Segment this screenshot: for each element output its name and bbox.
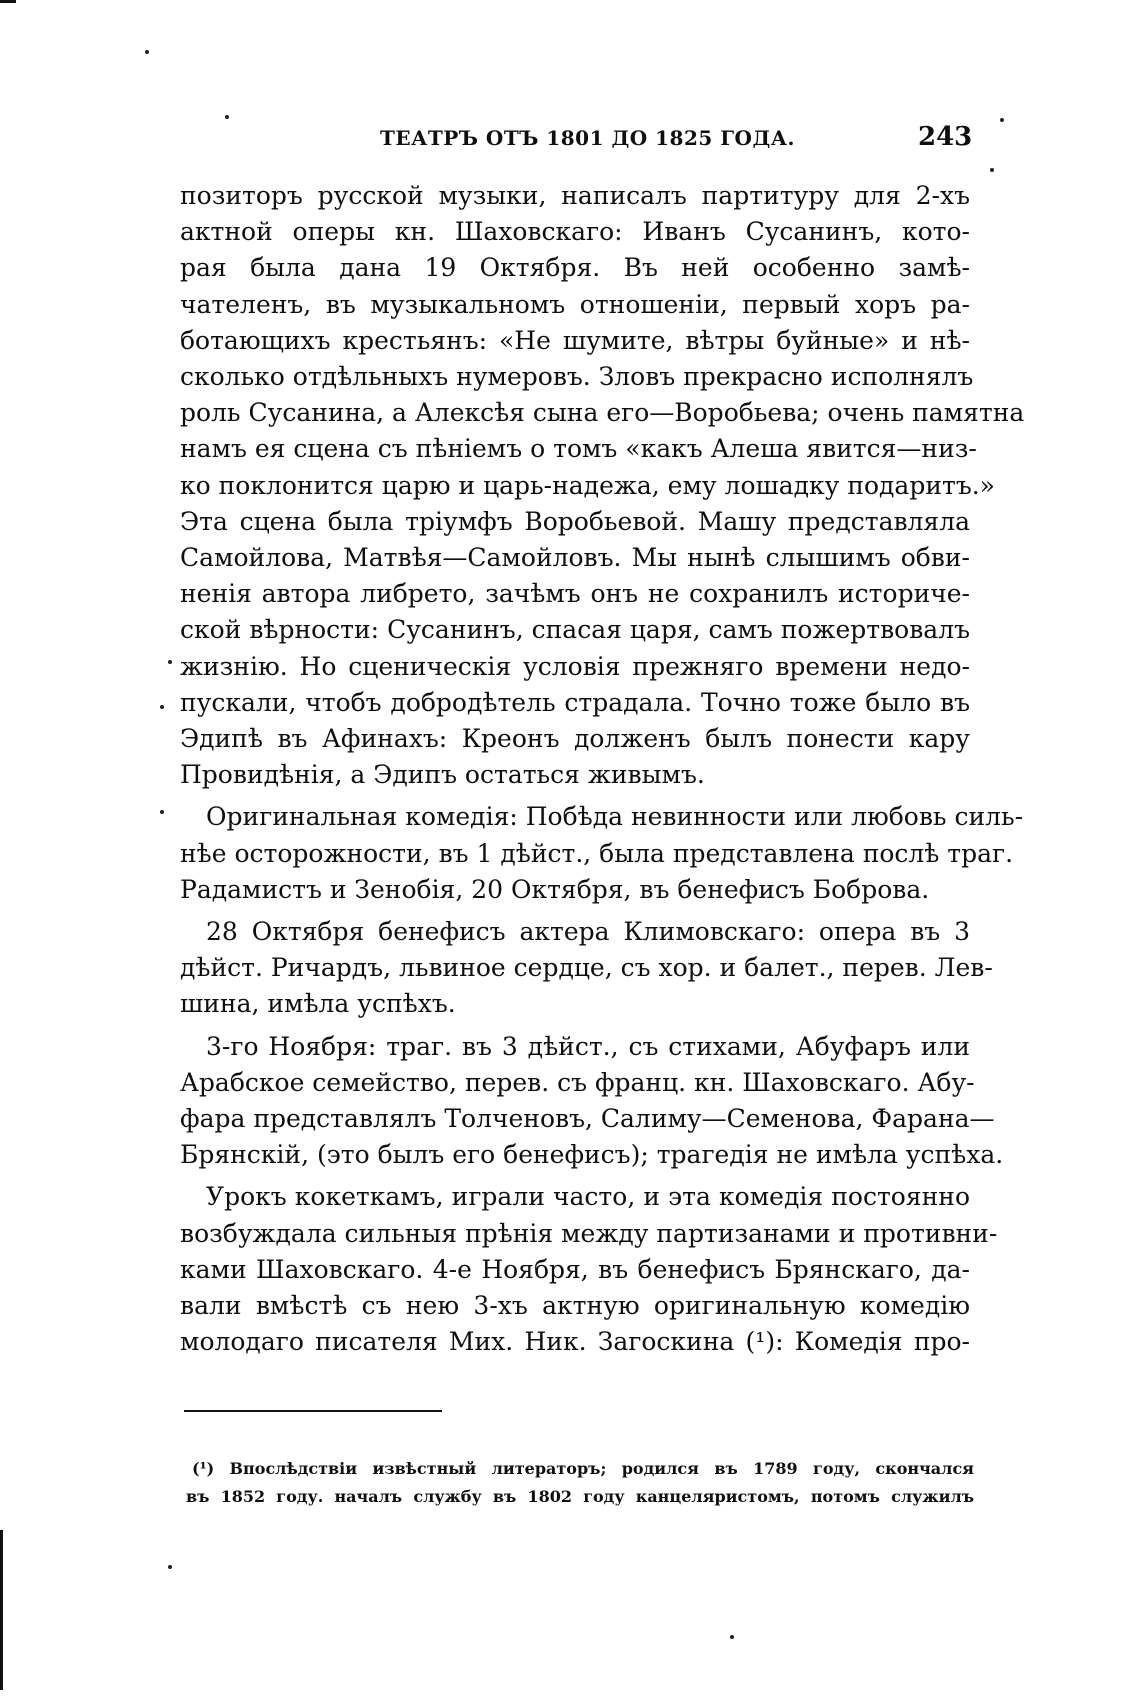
- text-line: фара представлялъ Толченовъ, Салиму—Семенова, Фарана—: [180, 1104, 995, 1134]
- text-line: Урокъ кокеткамъ, играли часто, и эта комедія постоянно: [206, 1182, 970, 1212]
- text-line: роль Сусанина, а Алексѣя сына его—Воробьева; очень памятна: [180, 398, 1025, 428]
- scan-speck: [990, 168, 994, 172]
- text-line: вали вмѣстѣ съ нею 3-хъ актную оригинальную комедію: [180, 1291, 970, 1321]
- text-line: ской вѣрности: Сусанинъ, спасая царя, самъ пожертвовалъ: [180, 615, 970, 645]
- scan-speck: [160, 810, 164, 814]
- page-number: 243: [918, 122, 973, 152]
- running-head: ТЕАТРЪ ОТЪ 1801 ДО 1825 ГОДА.: [380, 126, 796, 150]
- text-line: 3-го Ноября: траг. въ 3 дѣйст., съ стихами, Абуфаръ или: [206, 1031, 970, 1061]
- text-line: возбуждала сильныя прѣнія между партизанами и противни-: [180, 1218, 998, 1248]
- text-line: 28 Октября бенефисъ актера Климовскаго: опера въ 3: [206, 917, 970, 947]
- text-line: рая была дана 19 Октября. Въ ней особенно замѣ-: [180, 253, 970, 283]
- scan-speck: [168, 1565, 172, 1569]
- text-line: сколько отдѣльныхъ нумеровъ. Зловъ прекрасно исполнялъ: [180, 362, 974, 392]
- main-text: [180, 178, 1025, 1361]
- text-line: Эта сцена была тріумфъ Воробьевой. Машу представляла: [180, 506, 970, 536]
- text-line: Эдипѣ въ Афинахъ: Креонъ долженъ былъ понести кару: [180, 724, 970, 754]
- scan-speck: [168, 660, 172, 664]
- text-line: Провидѣнія, а Эдипъ остаться живымъ.: [180, 760, 705, 790]
- text-line: пускали, чтобъ добродѣтель страдала. Точно тоже было въ: [180, 687, 970, 717]
- footnote-line: въ 1852 году. началъ службу въ 1802 году канцеляристомъ, потомъ служилъ: [186, 1487, 974, 1506]
- footnote-divider: [184, 1410, 442, 1412]
- text-line: Оригинальная комедія: Побѣда невинности или любовь силь-: [206, 802, 1024, 832]
- scan-speck: [730, 1635, 734, 1639]
- text-line: ко поклонится царю и царь-надежа, ему лошадку подаритъ.»: [180, 470, 995, 500]
- scan-speck: [145, 50, 149, 54]
- text-line: нѣе осторожности, въ 1 дѣйст., была представлена послѣ траг.: [180, 838, 1014, 868]
- text-line: Радамистъ и Зенобія, 20 Октября, въ бенефисъ Боброва.: [180, 874, 930, 904]
- footnote: [186, 1455, 974, 1511]
- text-line: Брянскій, (это былъ его бенефисъ); трагедія не имѣла успѣха.: [180, 1140, 1004, 1170]
- scan-speck: [1000, 118, 1004, 122]
- text-line: шина, имѣла успѣхъ.: [180, 989, 456, 1019]
- text-line: Самойлова, Матвѣя—Самойловъ. Мы нынѣ слышимъ обви-: [180, 543, 970, 573]
- text-line: дѣйст. Ричардъ, львиное сердце, съ хор. и балет., перев. Лев-: [180, 953, 993, 983]
- scan-speck: [160, 705, 164, 709]
- text-line: ботающихъ крестьянъ: «Не шумите, вѣтры буйные» и нѣ-: [180, 325, 970, 355]
- text-line: позиторъ русской музыки, написалъ партитуру для 2-хъ: [180, 181, 970, 210]
- text-line: ками Шаховскаго. 4-е Ноября, въ бенефисъ Брянскаго, да-: [180, 1254, 970, 1284]
- text-line: актной оперы кн. Шаховскаго: Иванъ Сусанинъ, кото-: [180, 217, 970, 247]
- scan-corner-mark: [0, 0, 16, 3]
- scan-edge-line: [0, 1530, 3, 1690]
- text-line: ненія автора либрето, зачѣмъ онъ не сохранилъ историче-: [180, 579, 970, 609]
- footnote-line: (¹) Впослѣдствіи извѣстный литераторъ; родился въ 1789 году, скончался: [192, 1459, 974, 1478]
- text-line: молодаго писателя Мих. Ник. Загоскина (¹): Комедія про-: [180, 1327, 970, 1357]
- text-line: намъ ея сцена съ пѣніемъ о томъ «какъ Алеша явится—низ-: [180, 434, 977, 464]
- text-line: Арабское семейство, перев. съ франц. кн. Шаховскаго. Абу-: [180, 1067, 975, 1097]
- text-line: чателенъ, въ музыкальномъ отношеніи, первый хоръ ра-: [180, 289, 970, 319]
- scan-speck: [225, 115, 229, 119]
- text-line: жизнію. Но сценическія условія прежняго времени недо-: [180, 651, 970, 681]
